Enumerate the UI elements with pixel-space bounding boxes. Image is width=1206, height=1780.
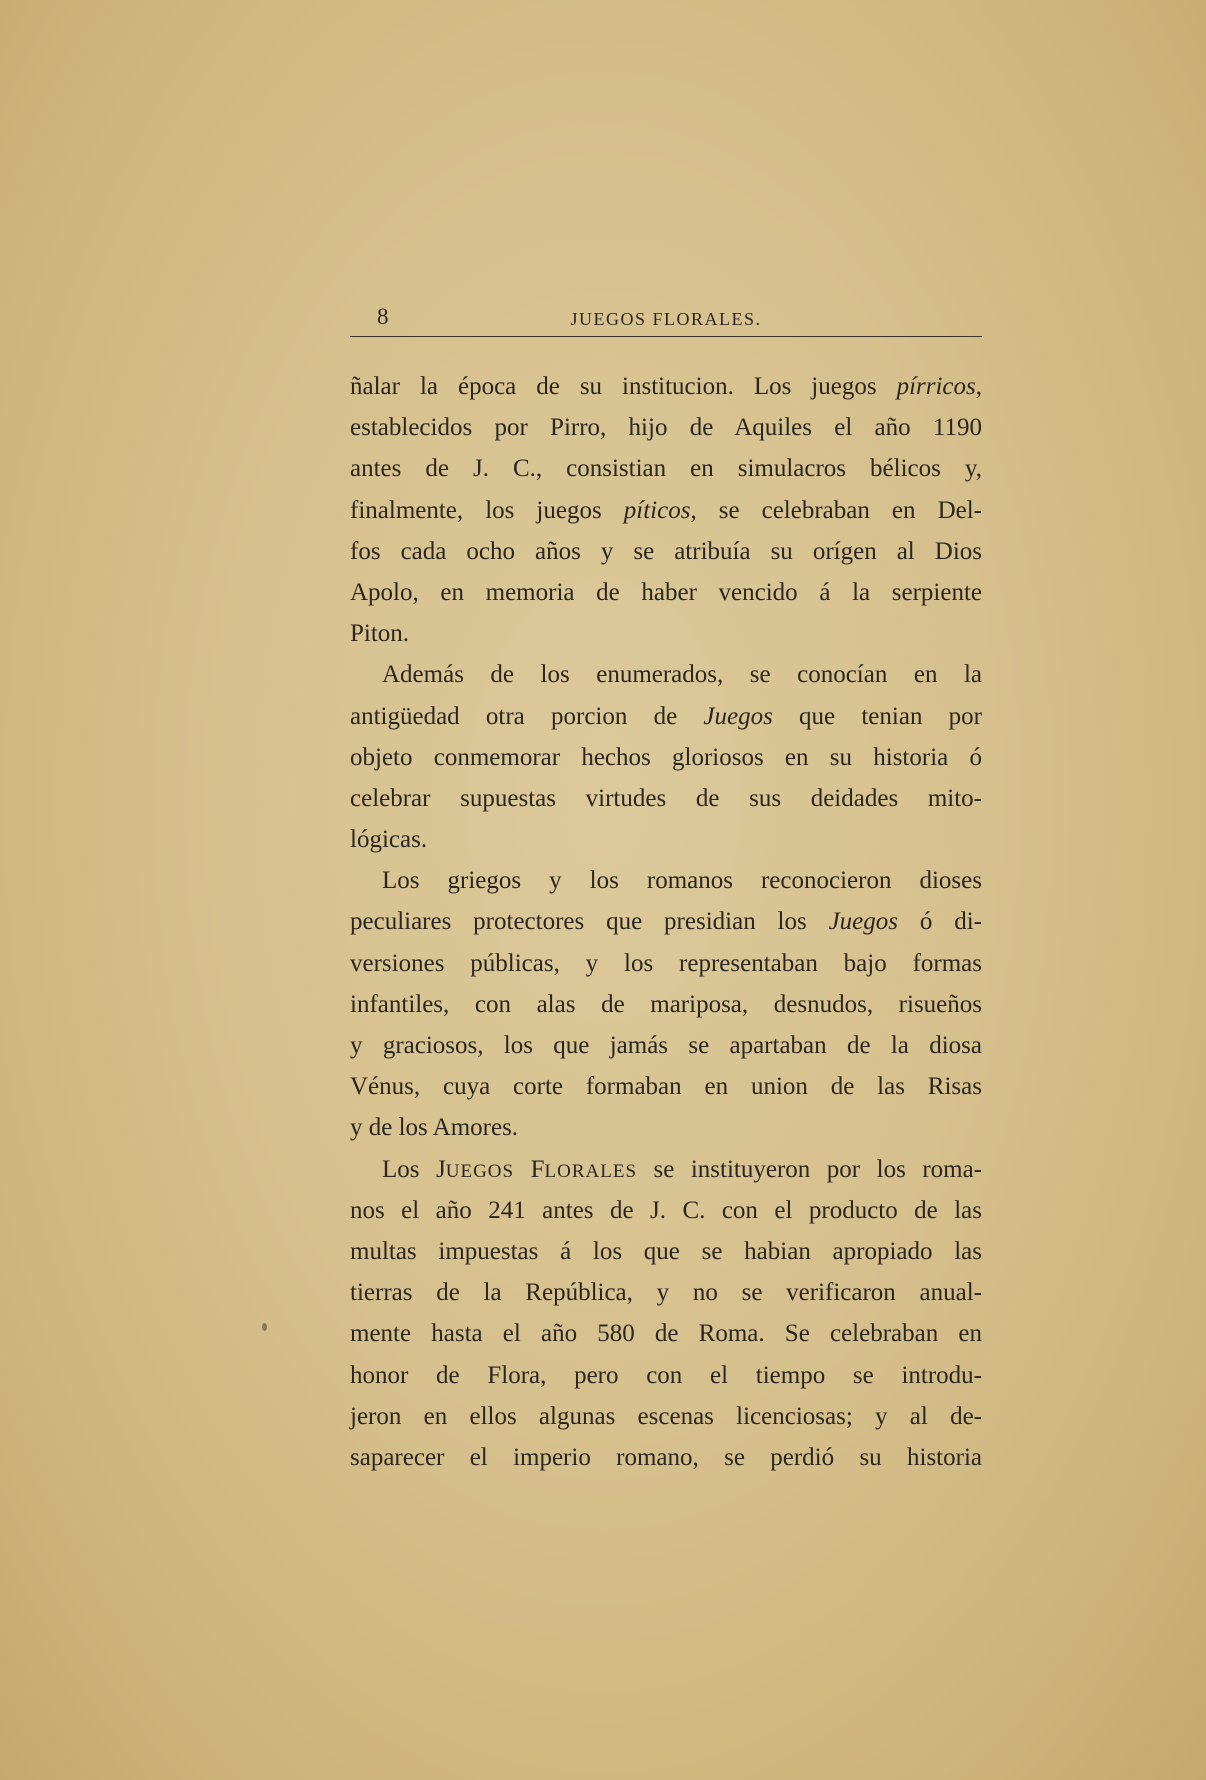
text-line: Piton. bbox=[350, 620, 410, 648]
text-line: Vénus, cuya corte formaban en union de las Risas bbox=[350, 1073, 982, 1101]
text-line: Apolo, en memoria de haber vencido á la serpiente bbox=[350, 578, 982, 606]
body-text bbox=[350, 366, 982, 1478]
text-line: establecidos por Pirro, hijo de Aquiles el año 1190 bbox=[350, 414, 982, 442]
running-title: JUEGOS FLORALES. bbox=[570, 309, 762, 329]
text-line: saparecer el imperio romano, se perdió su historia bbox=[350, 1443, 982, 1471]
text-line: finalmente, los juegos píticos, se celebraban en Del- bbox=[350, 496, 982, 524]
text-line: y de los Amores. bbox=[350, 1114, 519, 1142]
text-line: versiones públicas, y los representaban bajo formas bbox=[350, 949, 982, 977]
ink-speck bbox=[262, 1323, 267, 1331]
text-line: Los griegos y los romanos reconocieron dioses bbox=[382, 867, 982, 895]
text-line: objeto conmemorar hechos gloriosos en su historia ó bbox=[350, 743, 982, 771]
text-line: honor de Flora, pero con el tiempo se introdu- bbox=[350, 1361, 982, 1389]
text-line: nos el año 241 antes de J. C. con el producto de las bbox=[350, 1196, 982, 1224]
text-line: jeron en ellos algunas escenas licenciosas; y al de- bbox=[350, 1402, 982, 1430]
text-line: ñalar la época de su institucion. Los juegos pírricos, bbox=[350, 373, 982, 400]
page-number: 8 bbox=[377, 304, 389, 329]
text-line: antigüedad otra porcion de Juegos que tenian por bbox=[350, 702, 982, 730]
text-line: celebrar supuestas virtudes de sus deidades mito- bbox=[350, 784, 982, 812]
text-line: y graciosos, los que jamás se apartaban de la diosa bbox=[350, 1032, 982, 1059]
page-header bbox=[350, 300, 982, 336]
text-line: infantiles, con alas de mariposa, desnudos, risueños bbox=[350, 990, 982, 1018]
text-line: Además de los enumerados, se conocían en la bbox=[382, 661, 982, 689]
text-line: fos cada ocho años y se atribuía su orígen al Dios bbox=[350, 537, 982, 565]
header-rule bbox=[350, 336, 982, 337]
text-line: antes de J. C., consistian en simulacros bélicos y, bbox=[350, 455, 982, 483]
text-line: Los JUEGOS FLORALES se instituyeron por los roma- bbox=[382, 1155, 983, 1183]
text-line: peculiares protectores que presidian los Juegos ó di- bbox=[350, 908, 982, 936]
text-line: multas impuestas á los que se habian apropiado las bbox=[350, 1237, 982, 1265]
text-line: tierras de la República, y no se verificaron anual- bbox=[350, 1279, 982, 1307]
text-line: lógicas. bbox=[350, 826, 428, 854]
text-line: mente hasta el año 580 de Roma. Se celebraban en bbox=[350, 1320, 982, 1348]
